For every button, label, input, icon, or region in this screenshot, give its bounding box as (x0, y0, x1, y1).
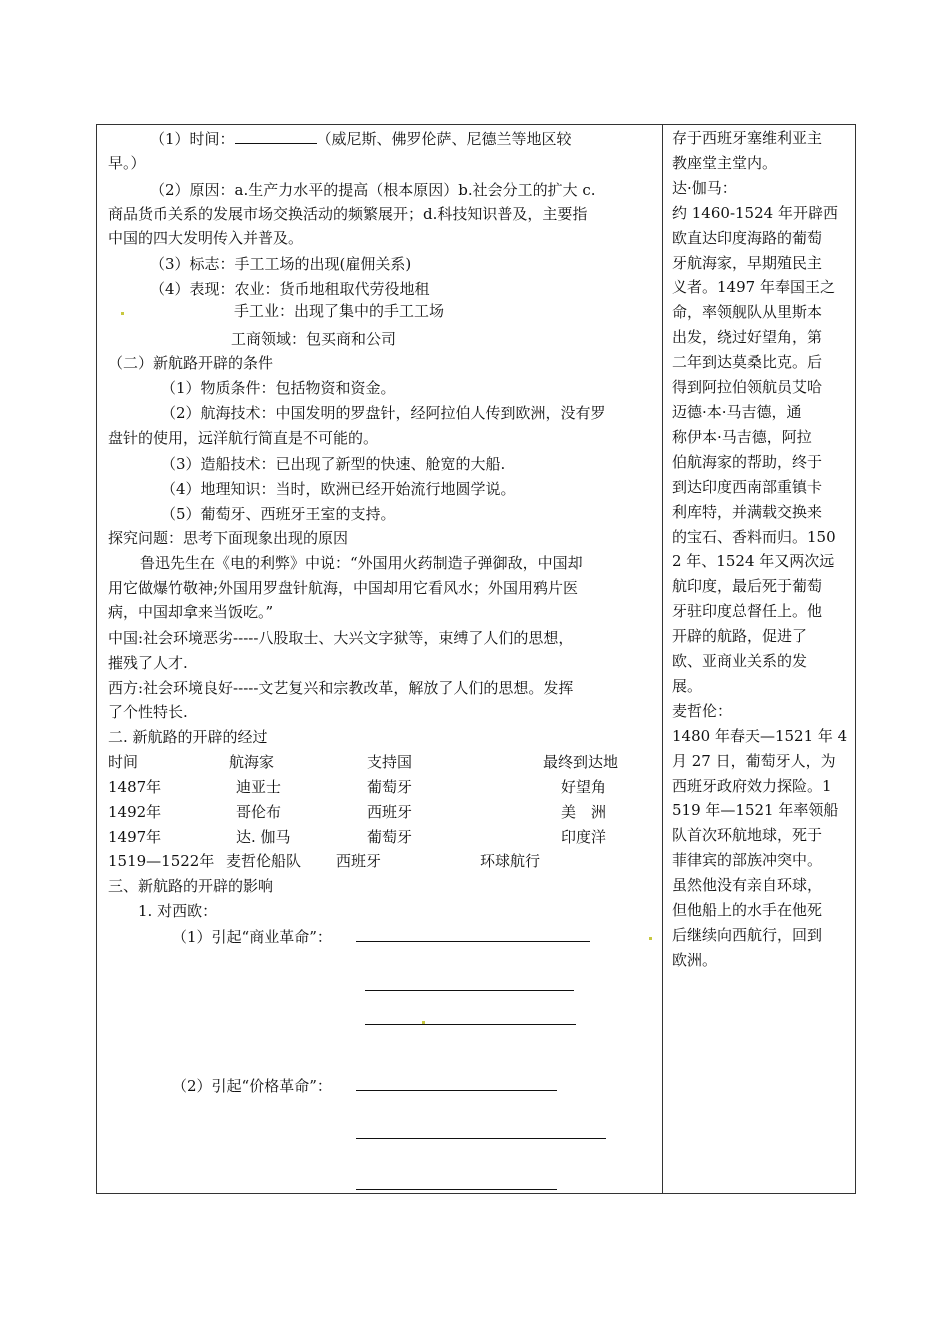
row-4-year: 1519—1522年 (108, 852, 215, 870)
time-rest: （威尼斯、佛罗伦萨、尼德兰等地区较 (316, 130, 572, 148)
side-line: 二年到达莫桑比克。后 (672, 353, 823, 372)
section-2-title: （二）新航路开辟的条件 (108, 354, 274, 372)
side-line: 欧、亚商业关系的发 (672, 652, 808, 671)
manifest-line-1: （4）表现：农业：货币地租取代劳役地租 (150, 280, 430, 298)
side-line: 得到阿拉伯领航员艾哈 (672, 378, 823, 397)
commercial-blank-2[interactable] (365, 990, 574, 991)
reason-line-1: （2）原因：a.生产力水平的提高（根本原因）b.社会分工的扩大 c. (150, 181, 596, 199)
side-line: 519 年—1521 年率领船 (672, 801, 839, 820)
side-line: 菲律宾的部族冲突中。 (672, 851, 823, 870)
side-line: 教座堂主堂内。 (672, 153, 778, 172)
side-line: 出发，绕过好望角，第 (672, 328, 823, 347)
commercial-blank-3[interactable] (365, 1024, 576, 1025)
column-divider (662, 124, 663, 1194)
china-line-1: 中国:社会环境恶劣-----八股取士、大兴文字狱等，束缚了人们的思想， (108, 629, 574, 647)
condition-2-line-1: （2）航海技术：中国发明的罗盘针，经阿拉伯人传到欧洲，没有罗 (161, 404, 606, 422)
side-line: 命，率领舰队从里斯本 (672, 303, 823, 322)
speck (121, 312, 124, 315)
sign-line: （3）标志：手工工场的出现(雇佣关系) (150, 255, 412, 273)
part-2-title: 二. 新航路的开辟的经过 (108, 728, 268, 746)
side-line: 的宝石、香料而归。150 (672, 527, 836, 546)
side-line: 月 27 日，葡萄牙人，为 (672, 751, 836, 770)
china-line-2: 摧残了人才. (108, 654, 188, 672)
part-3-title: 三、新航路的开辟的影响 (108, 877, 274, 895)
quote-line-2: 用它做爆竹敬神;外国用罗盘针航海，中国却用它看风水；外国用鸦片医 (108, 579, 579, 597)
row-2-navigator: 哥伦布 (236, 803, 282, 821)
manifest-line-2: 手工业：出现了集中的手工工场 (234, 302, 445, 320)
quote-line-1: 鲁迅先生在《电的利弊》中说：“外国用火药制造子弹御敌，中国却 (140, 554, 583, 572)
speck (649, 937, 652, 940)
row-1-year: 1487年 (108, 778, 162, 796)
side-line: 虽然他没有亲自环球， (672, 876, 823, 895)
side-line: 利库特，并满载交换来 (672, 502, 823, 521)
side-line: 牙驻印度总督任上。他 (672, 602, 823, 621)
condition-1: （1）物质条件：包括物资和资金。 (161, 379, 396, 397)
commercial-blank-1[interactable] (356, 941, 590, 942)
row-4-destination: 环球航行 (480, 852, 541, 870)
commercial-revolution-label: （1）引起“商业革命”： (172, 928, 332, 946)
side-line: 但他船上的水手在他死 (672, 901, 823, 920)
explore-question: 探究问题：思考下面现象出现的原因 (108, 529, 349, 547)
row-4-country: 西班牙 (336, 852, 382, 870)
time-line (150, 127, 572, 151)
side-notes (672, 126, 850, 973)
side-line: 达·伽马： (672, 178, 737, 197)
row-2-country: 西班牙 (367, 803, 413, 821)
side-line: 麦哲伦： (672, 701, 733, 720)
speck (422, 1021, 425, 1024)
row-3-navigator: 达. 伽马 (236, 828, 291, 846)
effect-west-europe: 1. 对西欧： (138, 902, 218, 920)
time-end: 早。） (108, 154, 146, 172)
row-2-destination: 美 洲 (561, 803, 607, 821)
side-line: 1480 年春天—1521 年 4 (672, 726, 848, 745)
condition-2-line-2: 盘针的使用，远洋航行简直是不可能的。 (108, 429, 379, 447)
condition-4: （4）地理知识：当时，欧洲已经开始流行地圆学说。 (161, 480, 516, 498)
side-line: 欧直达印度海路的葡萄 (672, 228, 823, 247)
reason-line-2: 商品货币关系的发展市场交换活动的频繁展开；d.科技知识普及，主要指 (108, 205, 588, 223)
row-3-destination: 印度洋 (561, 828, 607, 846)
time-blank[interactable] (235, 127, 317, 144)
west-line-2: 了个性特长. (108, 703, 188, 721)
header-time: 时间 (108, 753, 139, 771)
side-line: 西班牙政府效力探险。1 (672, 776, 832, 795)
side-line: 存于西班牙塞维利亚主 (672, 129, 823, 147)
price-blank-3[interactable] (356, 1189, 557, 1190)
side-line: 伯航海家的帮助，终于 (672, 452, 823, 471)
side-line: 队首次环航地球，死于 (672, 826, 823, 845)
manifest-line-3: 工商领域：包买商和公司 (231, 330, 397, 348)
side-line: 欧洲。 (672, 950, 718, 969)
row-3-country: 葡萄牙 (367, 828, 413, 846)
side-line: 牙航海家，早期殖民主 (672, 253, 823, 272)
side-line: 展。 (672, 676, 703, 695)
price-blank-1[interactable] (356, 1090, 557, 1091)
row-3-year: 1497年 (108, 828, 162, 846)
side-line: 迈德·本·马吉德，通 (672, 402, 802, 421)
west-line-1: 西方:社会环境良好-----文艺复兴和宗教改革，解放了人们的思想。发挥 (108, 679, 574, 697)
reason-line-3: 中国的四大发明传入并普及。 (108, 229, 304, 247)
row-1-country: 葡萄牙 (367, 778, 413, 796)
price-revolution-label: （2）引起“价格革命”： (172, 1077, 332, 1095)
side-line: 2 年、1524 年又两次远 (672, 552, 835, 571)
header-navigator: 航海家 (229, 753, 275, 771)
price-blank-2[interactable] (356, 1138, 606, 1139)
condition-3: （3）造船技术：已出现了新型的快速、舱宽的大船. (161, 455, 506, 473)
row-4-navigator: 麦哲伦船队 (226, 852, 302, 870)
header-destination: 最终到达地 (543, 753, 619, 771)
row-1-destination: 好望角 (561, 778, 607, 796)
side-line: 义者。1497 年奉国王之 (672, 278, 835, 297)
quote-line-3: 病，中国却拿来当饭吃。” (108, 603, 274, 621)
header-country: 支持国 (367, 753, 413, 771)
row-2-year: 1492年 (108, 803, 162, 821)
row-1-navigator: 迪亚士 (236, 778, 282, 796)
side-line: 约 1460-1524 年开辟西 (672, 203, 838, 222)
side-line: 到达印度西南部重镇卡 (672, 477, 823, 496)
time-label: （1）时间： (150, 130, 235, 148)
side-line: 航印度，最后死于葡萄 (672, 577, 823, 596)
side-line: 称伊本·马吉德，阿拉 (672, 427, 812, 446)
side-line: 后继续向西航行，回到 (672, 926, 823, 944)
side-line: 开辟的航路，促进了 (672, 627, 808, 646)
condition-5: （5）葡萄牙、西班牙王室的支持。 (161, 505, 396, 523)
